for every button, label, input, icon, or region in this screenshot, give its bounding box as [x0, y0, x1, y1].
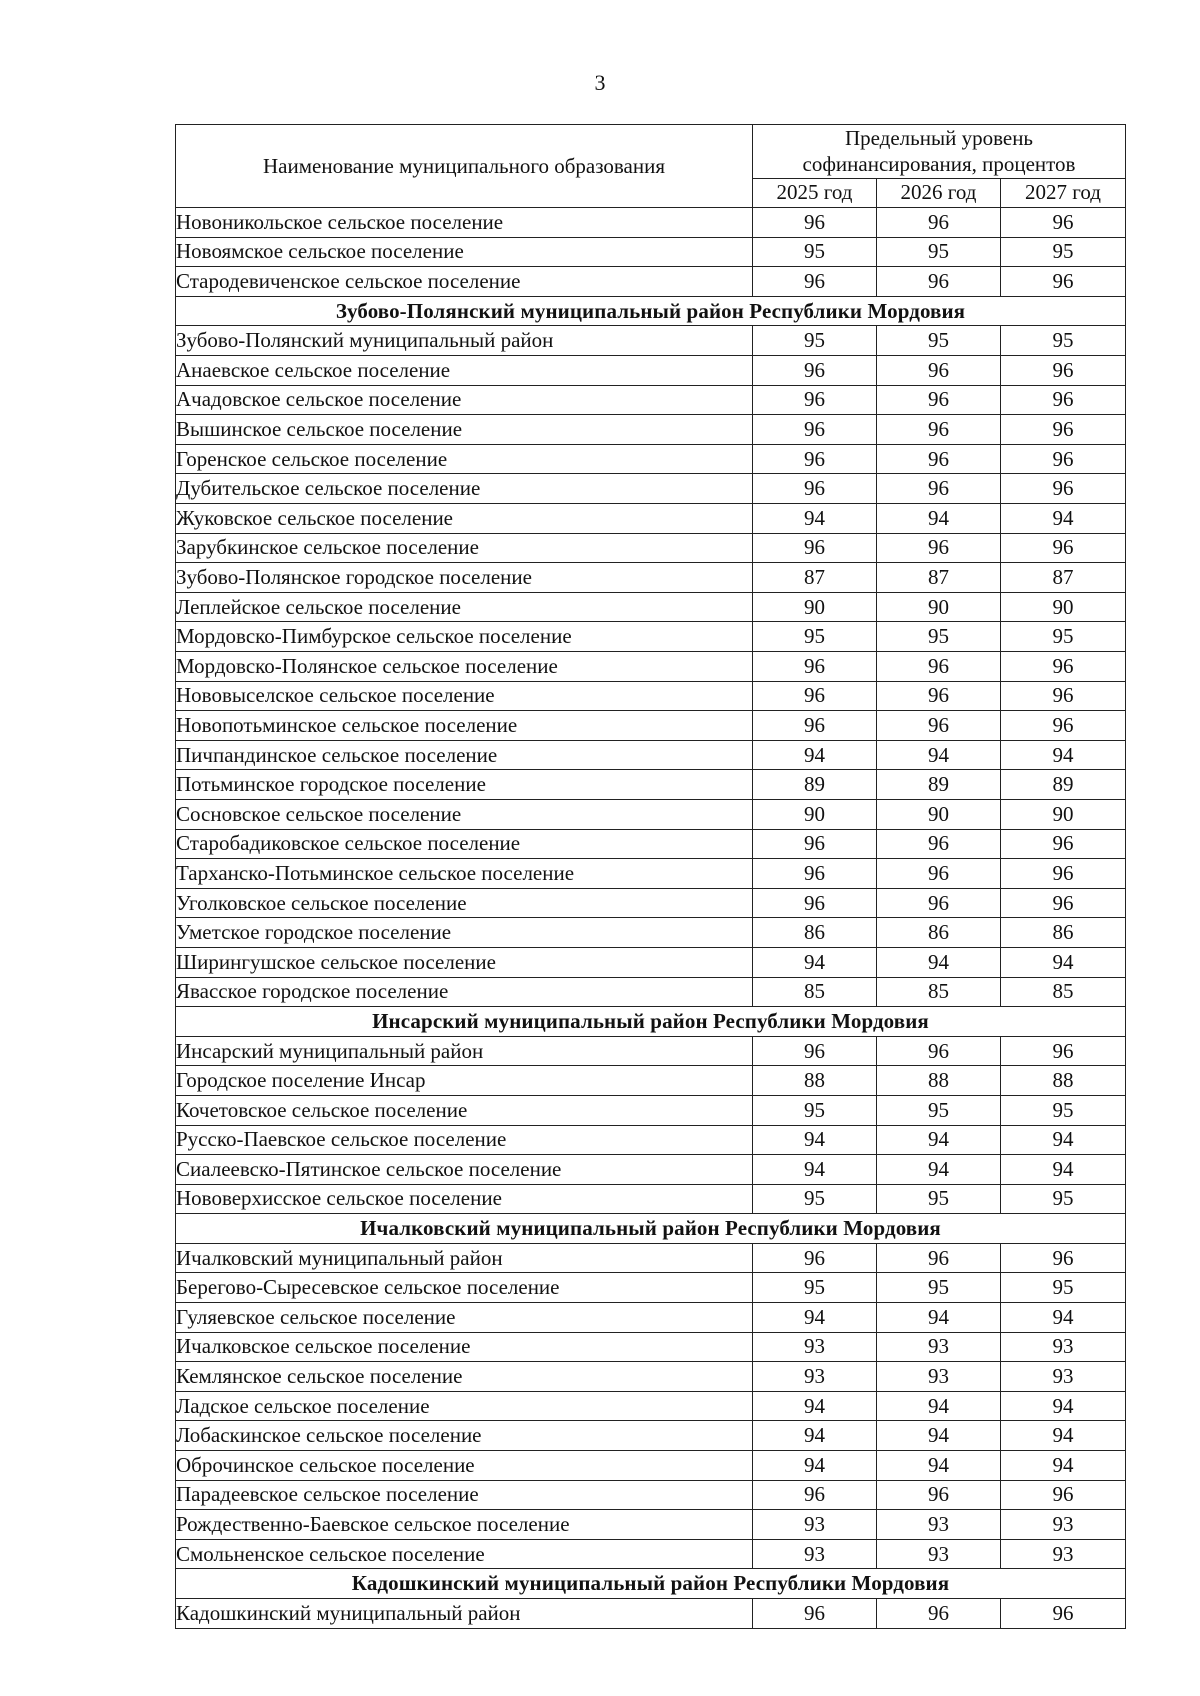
value-2025: 95 — [753, 1184, 877, 1214]
municipality-name: Сосновское сельское поселение — [176, 799, 753, 829]
value-2027: 94 — [1001, 1421, 1126, 1451]
value-2026: 96 — [877, 681, 1001, 711]
municipality-name: Ачадовское сельское поселение — [176, 385, 753, 415]
value-2027: 96 — [1001, 859, 1126, 889]
value-2026: 93 — [877, 1332, 1001, 1362]
value-2026: 95 — [877, 1184, 1001, 1214]
table-row — [176, 1510, 1126, 1540]
municipality-name: Новоникольское сельское поселение — [176, 208, 753, 238]
value-2027: 95 — [1001, 1184, 1126, 1214]
value-2025: 95 — [753, 1095, 877, 1125]
value-2027: 90 — [1001, 799, 1126, 829]
value-2027: 96 — [1001, 415, 1126, 445]
value-2026: 96 — [877, 415, 1001, 445]
value-2027: 94 — [1001, 1125, 1126, 1155]
municipality-name: Зарубкинское сельское поселение — [176, 533, 753, 563]
municipality-name: Берегово-Сыресевское сельское поселение — [176, 1273, 753, 1303]
municipality-name: Гуляевское сельское поселение — [176, 1303, 753, 1333]
value-2027: 93 — [1001, 1362, 1126, 1392]
value-2027: 93 — [1001, 1539, 1126, 1569]
value-2026: 87 — [877, 563, 1001, 593]
section-row — [176, 1214, 1126, 1244]
table-row — [176, 1095, 1126, 1125]
table-row — [176, 592, 1126, 622]
table-row — [176, 918, 1126, 948]
section-title: Ичалковский муниципальный район Республики Мордовия — [176, 1214, 1126, 1244]
value-2027: 96 — [1001, 829, 1126, 859]
value-2027: 96 — [1001, 652, 1126, 682]
header-limit-line-1: Предельный уровень — [844, 126, 1034, 150]
value-2026: 96 — [877, 356, 1001, 386]
value-2026: 95 — [877, 1095, 1001, 1125]
value-2026: 93 — [877, 1362, 1001, 1392]
table-row — [176, 740, 1126, 770]
header-year-2025: 2025 год — [753, 178, 877, 208]
value-2025: 96 — [753, 1599, 877, 1629]
value-2027: 96 — [1001, 681, 1126, 711]
table-row — [176, 859, 1126, 889]
municipality-name: Нововыселское сельское поселение — [176, 681, 753, 711]
municipality-name: Городское поселение Инсар — [176, 1066, 753, 1096]
value-2027: 95 — [1001, 622, 1126, 652]
value-2025: 88 — [753, 1066, 877, 1096]
value-2025: 96 — [753, 444, 877, 474]
section-title: Зубово-Полянский муниципальный район Республики Мордовия — [176, 296, 1126, 326]
table-row — [176, 1599, 1126, 1629]
value-2026: 96 — [877, 1243, 1001, 1273]
value-2027: 93 — [1001, 1332, 1126, 1362]
municipality-name: Ичалковское сельское поселение — [176, 1332, 753, 1362]
value-2026: 93 — [877, 1539, 1001, 1569]
table-row — [176, 977, 1126, 1007]
value-2025: 96 — [753, 385, 877, 415]
cofinancing-table — [175, 124, 1126, 1629]
municipality-name: Дубительское сельское поселение — [176, 474, 753, 504]
value-2027: 95 — [1001, 326, 1126, 356]
value-2026: 94 — [877, 1421, 1001, 1451]
municipality-name: Мордовско-Полянское сельское поселение — [176, 652, 753, 682]
value-2027: 96 — [1001, 1243, 1126, 1273]
value-2026: 93 — [877, 1510, 1001, 1540]
value-2026: 94 — [877, 1451, 1001, 1481]
table-body — [176, 208, 1126, 1629]
table-row — [176, 1421, 1126, 1451]
table-row — [176, 770, 1126, 800]
table-row — [176, 1155, 1126, 1185]
value-2027: 94 — [1001, 1155, 1126, 1185]
value-2026: 90 — [877, 799, 1001, 829]
value-2025: 96 — [753, 652, 877, 682]
municipality-name: Сиалеевско-Пятинское сельское поселение — [176, 1155, 753, 1185]
value-2025: 95 — [753, 1273, 877, 1303]
table-row — [176, 1362, 1126, 1392]
value-2027: 94 — [1001, 947, 1126, 977]
value-2026: 96 — [877, 1036, 1001, 1066]
municipality-name: Ширингушское сельское поселение — [176, 947, 753, 977]
value-2027: 94 — [1001, 1303, 1126, 1333]
table-row — [176, 504, 1126, 534]
table-row — [176, 1125, 1126, 1155]
value-2026: 85 — [877, 977, 1001, 1007]
value-2025: 93 — [753, 1362, 877, 1392]
value-2025: 94 — [753, 1391, 877, 1421]
table-row — [176, 1391, 1126, 1421]
table-row — [176, 1332, 1126, 1362]
value-2025: 89 — [753, 770, 877, 800]
value-2027: 96 — [1001, 267, 1126, 297]
header-limit-column — [753, 125, 1126, 179]
value-2025: 95 — [753, 622, 877, 652]
municipality-name: Парадеевское сельское поселение — [176, 1480, 753, 1510]
value-2025: 85 — [753, 977, 877, 1007]
table-row — [176, 533, 1126, 563]
value-2027: 96 — [1001, 474, 1126, 504]
table-row — [176, 237, 1126, 267]
municipality-name: Смольненское сельское поселение — [176, 1539, 753, 1569]
table-row — [176, 829, 1126, 859]
value-2025: 94 — [753, 1421, 877, 1451]
value-2027: 95 — [1001, 1273, 1126, 1303]
table-row — [176, 356, 1126, 386]
value-2026: 89 — [877, 770, 1001, 800]
table-row — [176, 1480, 1126, 1510]
value-2027: 96 — [1001, 208, 1126, 238]
value-2025: 93 — [753, 1332, 877, 1362]
value-2027: 86 — [1001, 918, 1126, 948]
municipality-name: Горенское сельское поселение — [176, 444, 753, 474]
value-2026: 94 — [877, 1303, 1001, 1333]
municipality-name: Стародевиченское сельское поселение — [176, 267, 753, 297]
value-2027: 96 — [1001, 1599, 1126, 1629]
municipality-name: Тарханско-Потьминское сельское поселение — [176, 859, 753, 889]
table-row — [176, 711, 1126, 741]
value-2025: 96 — [753, 859, 877, 889]
table-row — [176, 652, 1126, 682]
value-2025: 95 — [753, 326, 877, 356]
municipality-name: Мордовско-Пимбурское сельское поселение — [176, 622, 753, 652]
value-2026: 96 — [877, 859, 1001, 889]
value-2025: 86 — [753, 918, 877, 948]
value-2027: 96 — [1001, 888, 1126, 918]
value-2025: 96 — [753, 711, 877, 741]
header-year-2026: 2026 год — [877, 178, 1001, 208]
table-row — [176, 326, 1126, 356]
value-2027: 89 — [1001, 770, 1126, 800]
value-2026: 90 — [877, 592, 1001, 622]
value-2025: 90 — [753, 592, 877, 622]
value-2025: 94 — [753, 1155, 877, 1185]
table-row — [176, 1184, 1126, 1214]
value-2025: 93 — [753, 1510, 877, 1540]
municipality-name: Рождественно-Баевское сельское поселение — [176, 1510, 753, 1540]
municipality-name: Новоямское сельское поселение — [176, 237, 753, 267]
section-row — [176, 296, 1126, 326]
table-row — [176, 267, 1126, 297]
municipality-name: Анаевское сельское поселение — [176, 356, 753, 386]
municipality-name: Кадошкинский муниципальный район — [176, 1599, 753, 1629]
value-2025: 94 — [753, 947, 877, 977]
value-2025: 94 — [753, 1125, 877, 1155]
municipality-name: Зубово-Полянское городское поселение — [176, 563, 753, 593]
value-2025: 96 — [753, 1243, 877, 1273]
municipality-name: Зубово-Полянский муниципальный район — [176, 326, 753, 356]
value-2027: 96 — [1001, 444, 1126, 474]
municipality-name: Кемлянское сельское поселение — [176, 1362, 753, 1392]
value-2026: 96 — [877, 1599, 1001, 1629]
table-row — [176, 208, 1126, 238]
value-2026: 96 — [877, 444, 1001, 474]
table-row — [176, 444, 1126, 474]
value-2027: 96 — [1001, 1480, 1126, 1510]
municipality-name: Инсарский муниципальный район — [176, 1036, 753, 1066]
value-2025: 96 — [753, 267, 877, 297]
value-2026: 96 — [877, 385, 1001, 415]
value-2027: 96 — [1001, 1036, 1126, 1066]
value-2025: 96 — [753, 888, 877, 918]
value-2025: 94 — [753, 1451, 877, 1481]
value-2026: 95 — [877, 622, 1001, 652]
table-row — [176, 1303, 1126, 1333]
value-2027: 96 — [1001, 356, 1126, 386]
table-row — [176, 681, 1126, 711]
municipality-name: Старобадиковское сельское поселение — [176, 829, 753, 859]
municipality-name: Явасское городское поселение — [176, 977, 753, 1007]
value-2025: 96 — [753, 415, 877, 445]
value-2027: 94 — [1001, 740, 1126, 770]
municipality-name: Уметское городское поселение — [176, 918, 753, 948]
municipality-name: Кочетовское сельское поселение — [176, 1095, 753, 1125]
value-2025: 93 — [753, 1539, 877, 1569]
value-2025: 87 — [753, 563, 877, 593]
value-2027: 85 — [1001, 977, 1126, 1007]
value-2027: 96 — [1001, 385, 1126, 415]
value-2026: 94 — [877, 1391, 1001, 1421]
value-2026: 96 — [877, 474, 1001, 504]
value-2026: 88 — [877, 1066, 1001, 1096]
value-2027: 87 — [1001, 563, 1126, 593]
municipality-name: Оброчинское сельское поселение — [176, 1451, 753, 1481]
table-row — [176, 563, 1126, 593]
value-2025: 96 — [753, 474, 877, 504]
value-2026: 95 — [877, 237, 1001, 267]
value-2026: 95 — [877, 326, 1001, 356]
value-2026: 96 — [877, 1480, 1001, 1510]
value-2027: 95 — [1001, 1095, 1126, 1125]
municipality-name: Жуковское сельское поселение — [176, 504, 753, 534]
municipality-name: Лобаскинское сельское поселение — [176, 1421, 753, 1451]
value-2027: 90 — [1001, 592, 1126, 622]
value-2025: 90 — [753, 799, 877, 829]
table-row — [176, 947, 1126, 977]
value-2027: 96 — [1001, 711, 1126, 741]
section-title: Кадошкинский муниципальный район Республики Мордовия — [176, 1569, 1126, 1599]
value-2026: 96 — [877, 533, 1001, 563]
section-row — [176, 1007, 1126, 1037]
table-row — [176, 1273, 1126, 1303]
value-2025: 96 — [753, 681, 877, 711]
municipality-name: Потьминское городское поселение — [176, 770, 753, 800]
municipality-name: Вышинское сельское поселение — [176, 415, 753, 445]
value-2025: 96 — [753, 533, 877, 563]
municipality-name: Пичпандинское сельское поселение — [176, 740, 753, 770]
value-2025: 96 — [753, 356, 877, 386]
table-row — [176, 1243, 1126, 1273]
value-2026: 96 — [877, 267, 1001, 297]
table-row — [176, 415, 1126, 445]
section-title: Инсарский муниципальный район Республики Мордовия — [176, 1007, 1126, 1037]
value-2026: 96 — [877, 829, 1001, 859]
page-number: 3 — [594, 70, 606, 95]
value-2026: 94 — [877, 1155, 1001, 1185]
table-row — [176, 1539, 1126, 1569]
header-year-2027: 2027 год — [1001, 178, 1126, 208]
municipality-name: Ладское сельское поселение — [176, 1391, 753, 1421]
table-row — [176, 385, 1126, 415]
municipality-name: Уголковское сельское поселение — [176, 888, 753, 918]
municipality-name: Новопотьминское сельское поселение — [176, 711, 753, 741]
value-2027: 94 — [1001, 504, 1126, 534]
value-2027: 94 — [1001, 1451, 1126, 1481]
table-row — [176, 888, 1126, 918]
value-2025: 96 — [753, 1036, 877, 1066]
value-2025: 94 — [753, 740, 877, 770]
value-2025: 94 — [753, 504, 877, 534]
value-2025: 94 — [753, 1303, 877, 1333]
value-2026: 94 — [877, 947, 1001, 977]
value-2026: 96 — [877, 208, 1001, 238]
value-2025: 96 — [753, 1480, 877, 1510]
value-2025: 95 — [753, 237, 877, 267]
table-row — [176, 1451, 1126, 1481]
table-row — [176, 799, 1126, 829]
value-2027: 95 — [1001, 237, 1126, 267]
section-row — [176, 1569, 1126, 1599]
value-2026: 94 — [877, 504, 1001, 534]
municipality-name: Нововерхисское сельское поселение — [176, 1184, 753, 1214]
value-2025: 96 — [753, 208, 877, 238]
municipality-name: Русско-Паевское сельское поселение — [176, 1125, 753, 1155]
table-header — [176, 125, 1126, 208]
value-2026: 95 — [877, 1273, 1001, 1303]
value-2027: 96 — [1001, 533, 1126, 563]
table-row — [176, 474, 1126, 504]
value-2025: 96 — [753, 829, 877, 859]
table-row — [176, 1066, 1126, 1096]
value-2027: 94 — [1001, 1391, 1126, 1421]
municipality-name: Ичалковский муниципальный район — [176, 1243, 753, 1273]
value-2026: 96 — [877, 652, 1001, 682]
value-2026: 86 — [877, 918, 1001, 948]
value-2026: 94 — [877, 740, 1001, 770]
value-2026: 96 — [877, 711, 1001, 741]
table-row — [176, 622, 1126, 652]
table-row — [176, 1036, 1126, 1066]
value-2027: 93 — [1001, 1510, 1126, 1540]
header-limit-line-2: софинансирования, процентов — [802, 152, 1076, 177]
value-2026: 96 — [877, 888, 1001, 918]
header-name-column: Наименование муниципального образования — [176, 125, 753, 208]
value-2027: 88 — [1001, 1066, 1126, 1096]
municipality-name: Леплейское сельское поселение — [176, 592, 753, 622]
value-2026: 94 — [877, 1125, 1001, 1155]
